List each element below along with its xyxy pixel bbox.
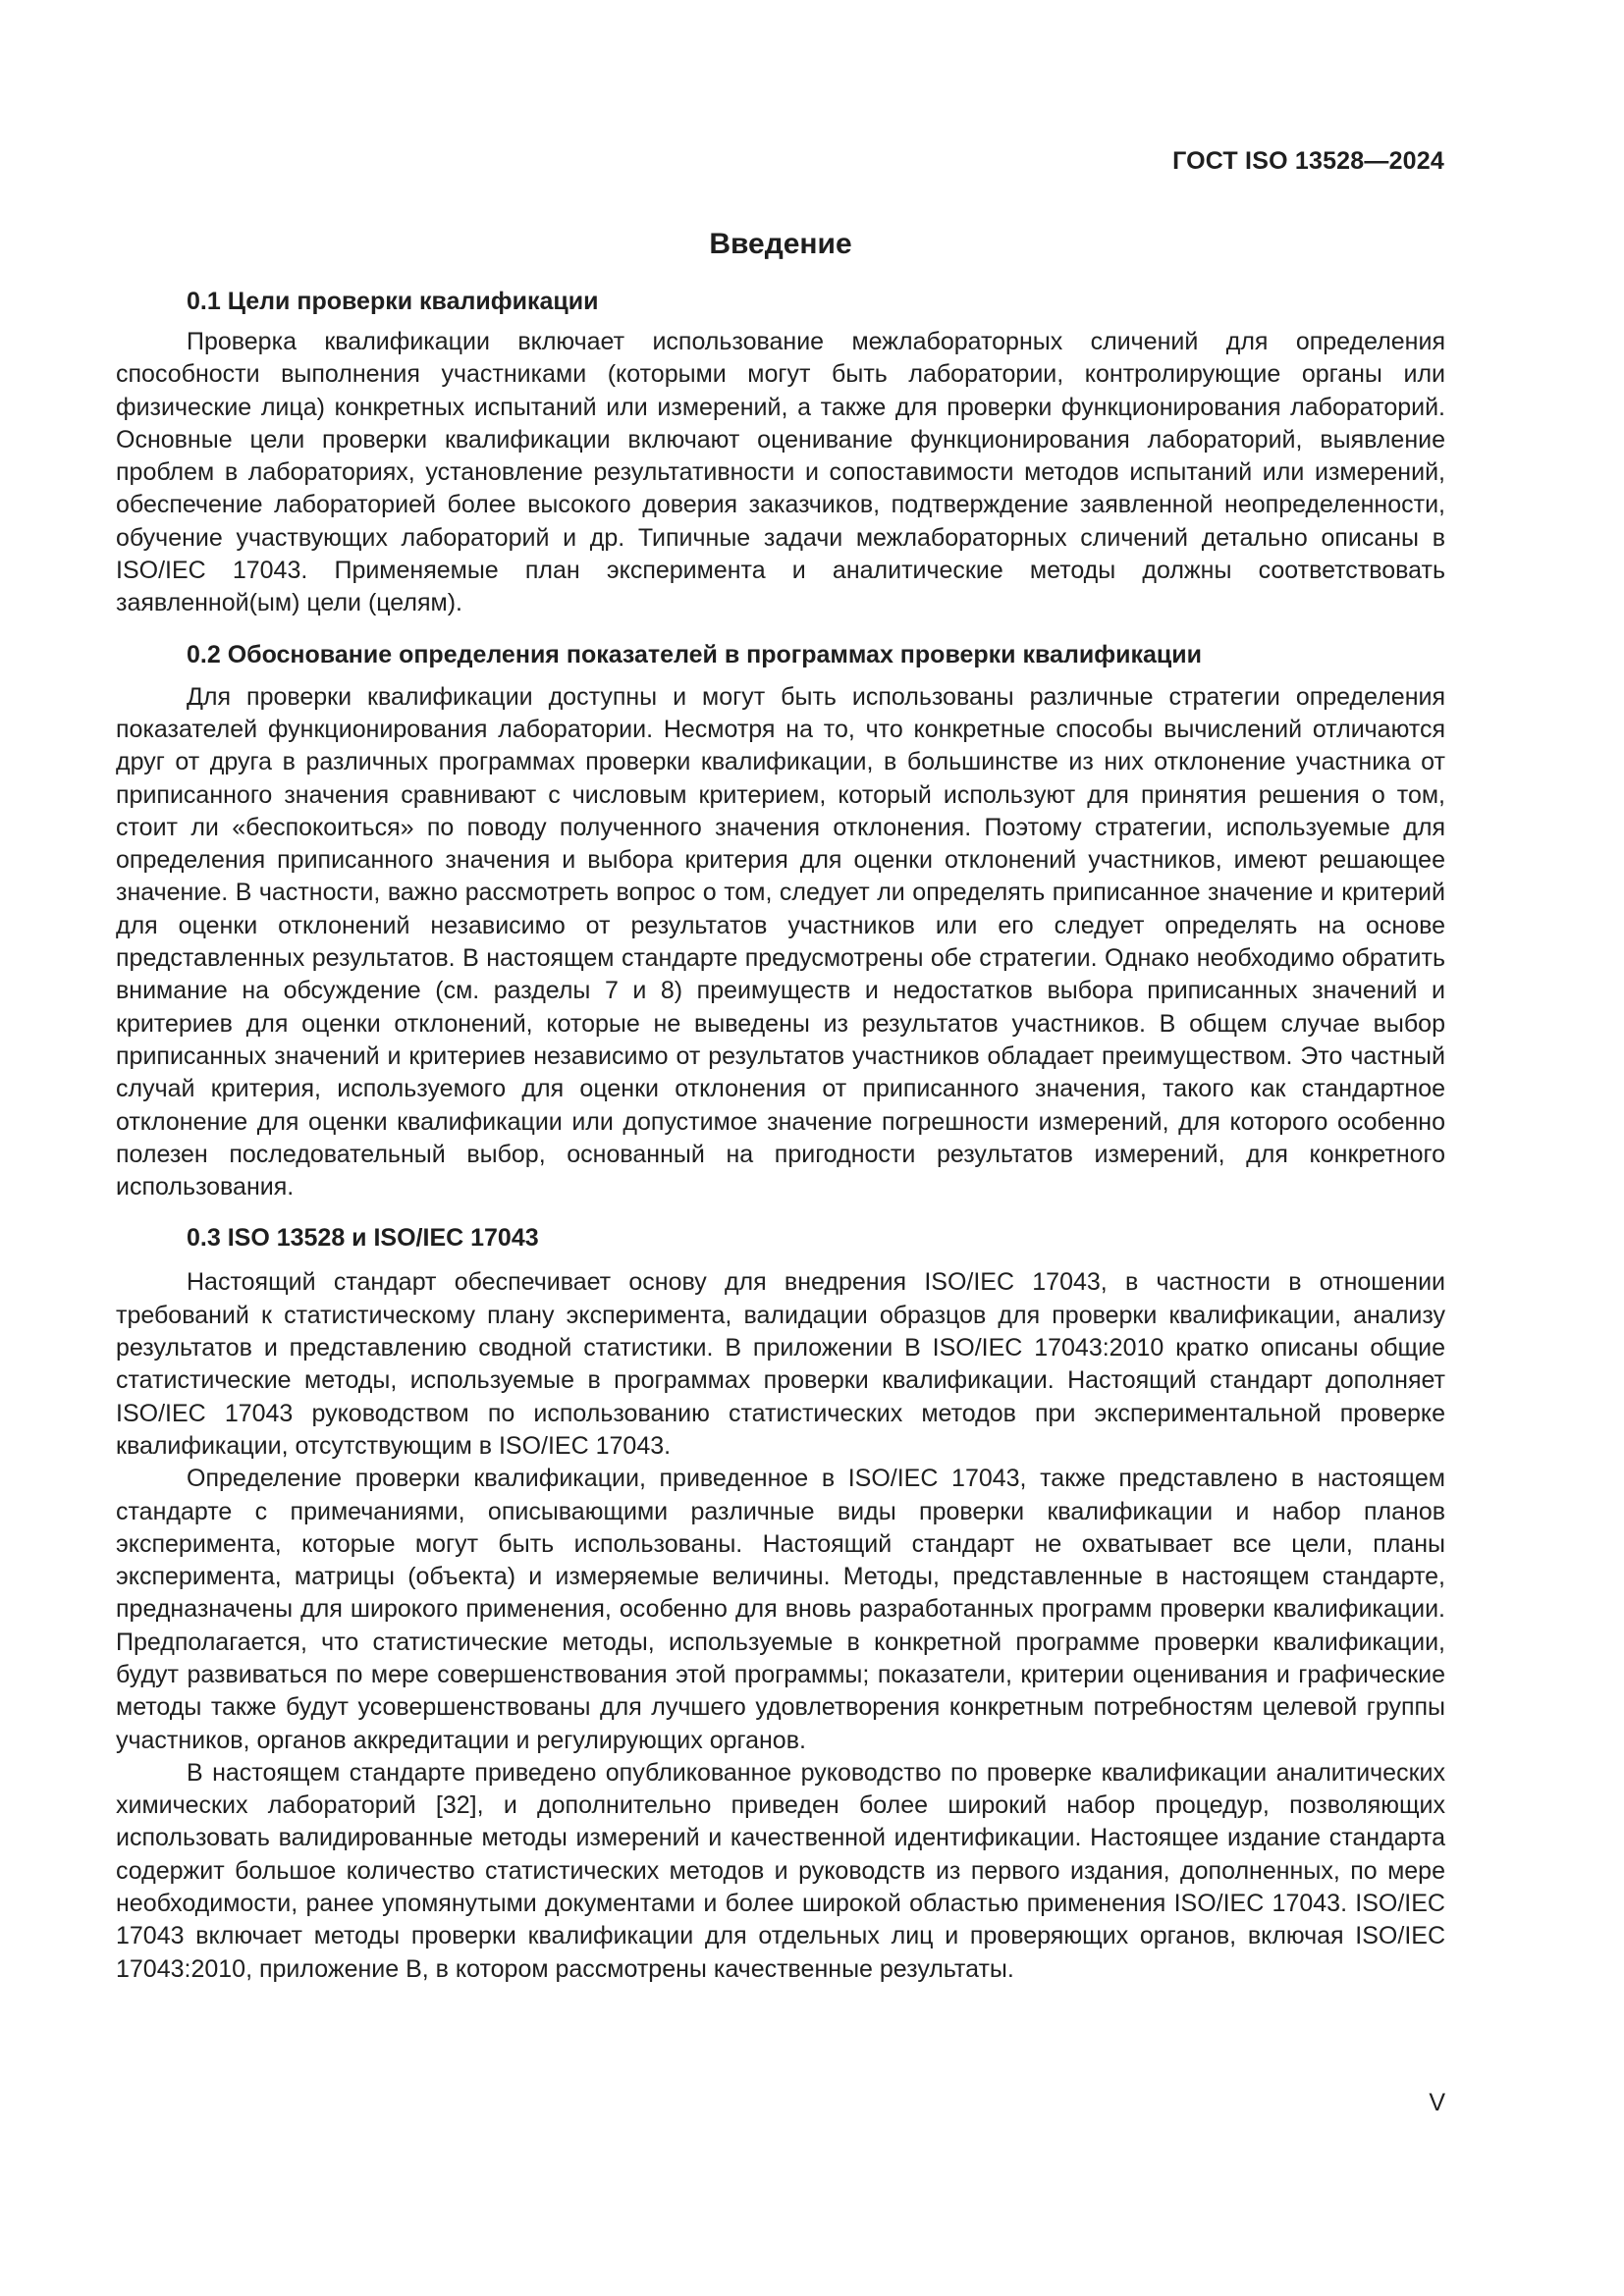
- section-0-3: [116, 1221, 1445, 1986]
- section-heading: 0.1 Цели проверки квалификации: [187, 288, 599, 315]
- page-title: Введение: [709, 228, 852, 260]
- paragraph: Проверка квалификации включает использование межлабораторных сличений для определения способности выполнения участниками (которыми могут быть лаборатории, контролирующие органы или физические лица) конкретных испытаний или измерений, а также для проверки функционирования лабораторий. Основные цели проверки квалификации включают оценивание функционирования лабораторий, выявление проблем в лабораториях, установление результативности и сопоставимости методов испытаний или измерений, обеспечение лабораторией более высокого доверия заказчиков, подтверждение заявленной неопределенности, обучение участвующих лабораторий и др. Типичные задачи межлабораторных сличений детально описаны в ISO/IEC 17043. Применяемые план эксперимента и аналитические методы должны соответствовать заявленной(ым) цели (целям).: [116, 328, 1445, 617]
- section-0-1: [116, 285, 1445, 620]
- paragraph: Определение проверки квалификации, приведенное в ISO/IEC 17043, также представлено в настоящем стандарте с примечаниями, описывающими различные виды проверки квалификации и набор планов эксперимента, которые могут быть использованы. Настоящий стандарт не охватывает все цели, планы эксперимента, матрицы (объекта) и измеряемые величины. Методы, представленные в настоящем стандарте, предназначены для широкого применения, особенно для вновь разработанных программ проверки квалификации. Предполагается, что статистические методы, используемые в конкретной программе проверки квалификации, будут развиваться по мере совершенствования этой программы; показатели, критерии оценивания и графические методы также будут усовершенствованы для лучшего удовлетворения конкретным потребностям целевой группы участников, органов аккредитации и регулирующих органов.: [116, 1465, 1445, 1754]
- paragraph: Для проверки квалификации доступны и могут быть использованы различные стратегии определения показателей функционирования лаборатории. Несмотря на то, что конкретные способы вычислений отличаются друг от друга в различных программах проверки квалификации, в большинстве из них отклонение участника от приписанного значения сравнивают с числовым критерием, который используют для принятия решения о том, стоит ли «беспокоиться» по поводу полученного значения отклонения. Поэтому стратегии, используемые для определения приписанного значения и выбора критерия для оценки отклонений участников, имеют решающее значение. В частности, важно рассмотреть вопрос о том, следует ли определять приписанное значение и критерий для оценки отклонений независимо от результатов участников или его следует определять на основе представленных результатов. В настоящем стандарте предусмотрены обе стратегии. Однако необходимо обратить внимание на обсуждение (см. разделы 7 и 8) преимуществ и недостатков выбора приписанных значений и критериев для оценки отклонений, которые не выведены из результатов участников. В общем случае выбор приписанных значений и критериев независимо от результатов участников обладает преимуществом. Это частный случай критерия, используемого для оценки отклонения от приписанного значения, такого как стандартное отклонение для оценки квалификации или допустимое значение погрешности измерений, для которого особенно полезен последовательный выбор, основанный на пригодности результатов измерений, для конкретного использования.: [116, 682, 1445, 1201]
- document-code: ГОСТ ISO 13528—2024: [1172, 147, 1444, 175]
- section-heading: 0.2 Обоснование определения показателей в программах проверки квалификации: [187, 640, 1202, 668]
- section-heading: 0.3 ISO 13528 и ISO/IEC 17043: [187, 1224, 539, 1253]
- section-0-2: [116, 638, 1445, 1204]
- paragraph: Настоящий стандарт обеспечивает основу для внедрения ISO/IEC 17043, в частности в отношении требований к статистическому плану эксперимента, валидации образцов для проверки квалификации, анализу результатов и представлению сводной статистики. В приложении В ISO/IEC 17043:2010 кратко описаны общие статистические методы, используемые в программах проверки квалификации. Настоящий стандарт дополняет ISO/IEC 17043 руководством по использованию статистических методов при экспериментальной проверке квалификации, отсутствующим в ISO/IEC 17043.: [116, 1268, 1445, 1460]
- paragraph: В настоящем стандарте приведено опубликованное руководство по проверке квалификации аналитических химических лабораторий [32], и дополнительно приведен более широкий набор процедур, позволяющих использовать валидированные методы измерений и качественной идентификации. Настоящее издание стандарта содержит большое количество статистических методов и руководств из первого издания, дополненных, по мере необходимости, ранее упомянутыми документами и более широкой областью применения ISO/IEC 17043. ISO/IEC 17043 включает методы проверки квалификации для отдельных лиц и проверяющих органов, включая ISO/IEC 17043:2010, приложение В, в котором рассмотрены качественные результаты.: [116, 1758, 1445, 1983]
- page-number: V: [1429, 2089, 1445, 2116]
- page-content: [116, 224, 1445, 1986]
